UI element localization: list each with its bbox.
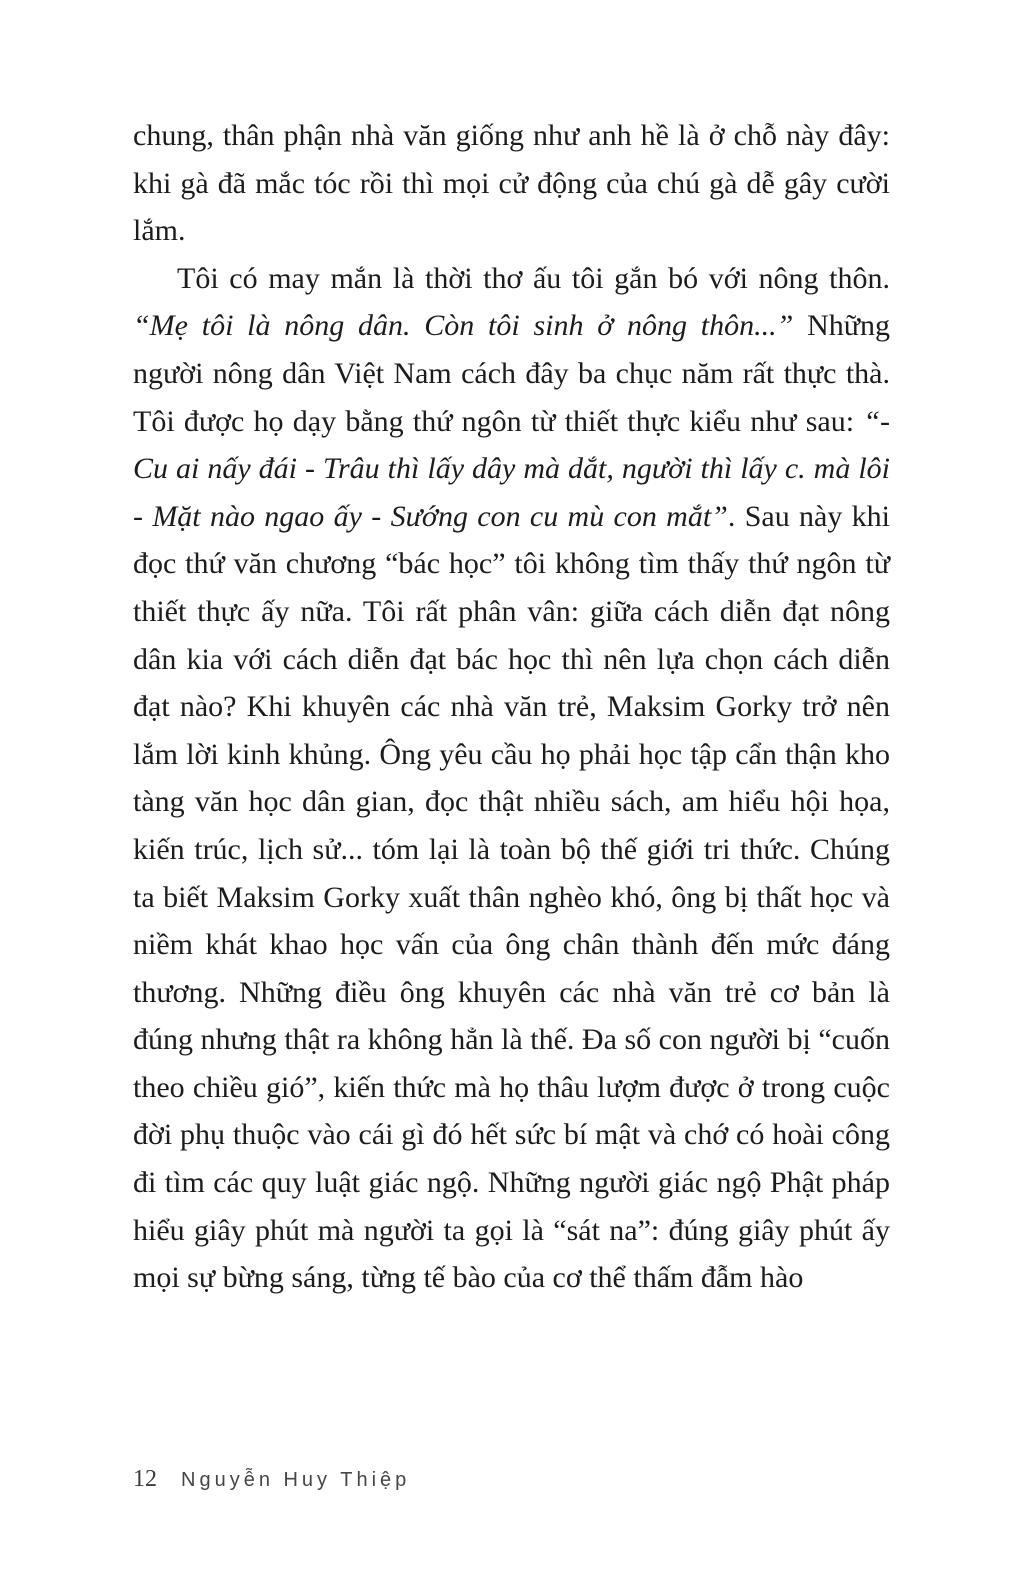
paragraph bbox=[133, 112, 890, 255]
running-header-author: Nguyễn Huy Thiệp bbox=[181, 1469, 411, 1491]
body-text bbox=[133, 112, 890, 1302]
paragraph bbox=[133, 255, 890, 1302]
text-run: chung, thân phận nhà văn giống như anh hề là ở chỗ này đây: khi gà đã mắc tóc rồi thì mọi cử động của chú gà dễ gây cười lắm. bbox=[133, 119, 890, 248]
page-footer bbox=[133, 1466, 410, 1493]
page-number: 12 bbox=[133, 1466, 157, 1492]
italic-text-run: “Mẹ tôi là nông dân. Còn tôi sinh ở nông thôn...” bbox=[133, 309, 794, 343]
text-run: Tôi có may mắn là thời thơ ấu tôi gắn bó với nông thôn. bbox=[177, 261, 890, 295]
text-run: . Sau này khi đọc thứ văn chương “bác học” tôi không tìm thấy thứ ngôn từ thiết thực ấy nữa. Tôi rất phân vân: giữa cách diễn đạt nông dân kia với cách diễn đạt bác học thì nên lựa chọn cách diễn đạt nào? Khi khuyên các nhà văn trẻ, Maksim Gorky trở nên lắm lời kinh khủng. Ông yêu cầu họ phải học tập cẩn thận kho tàng văn học dân gian, đọc thật nhiều sách, am hiểu hội họa, kiến trúc, lịch sử... tóm lại là toàn bộ thế giới tri thức. Chúng ta biết Maksim Gorky xuất thân nghèo khó, ông bị thất học và niềm khát khao học vấn của ông chân thành đến mức đáng thương. Những điều ông khuyên các nhà văn trẻ cơ bản là đúng nhưng thật ra không hẳn là thế. Đa số con người bị “cuốn theo chiều gió”, kiến thức mà họ thâu lượm được ở trong cuộc đời phụ thuộc vào cái gì đó hết sức bí mật và chớ có hoài công đi tìm các quy luật giác ngộ. Những người giác ngộ Phật pháp hiểu giây phút mà người ta gọi là “sát na”: đúng giây phút ấy mọi sự bừng sáng, từng tế bào của cơ thể thấm đẫm hào bbox=[133, 499, 890, 1295]
text-run: Những người nông dân Việt Nam cách đây ba chục năm rất thực thà. Tôi được họ dạy bằng thứ ngôn từ thiết thực kiểu như sau: bbox=[133, 309, 890, 438]
italic-text-run: “- Cu ai nấy đái - Trâu thì lấy dây mà dắt, người thì lấy c. mà lôi - Mặt nào ngao ấy - Sướng con cu mù con mắt” bbox=[133, 404, 890, 533]
